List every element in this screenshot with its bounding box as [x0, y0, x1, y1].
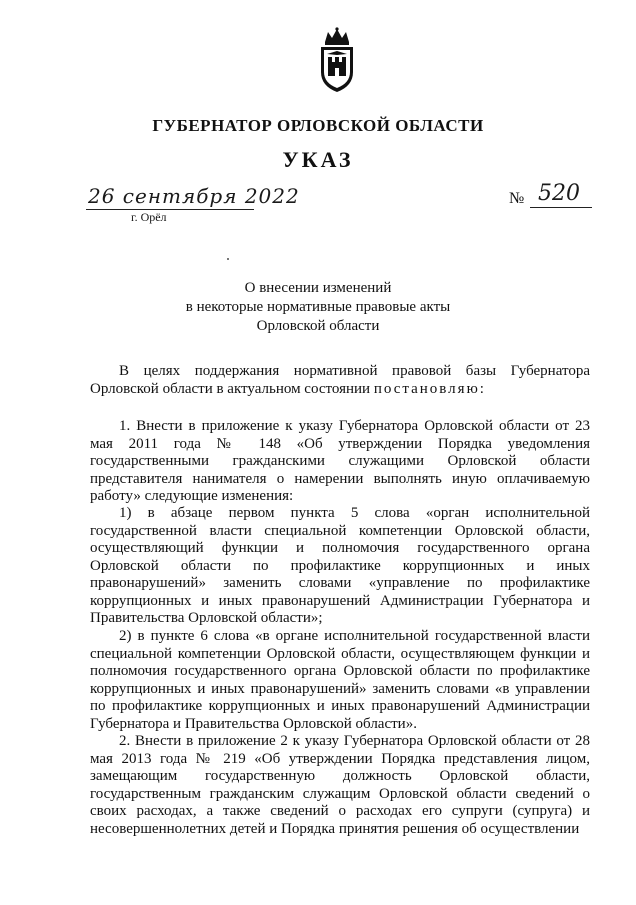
handwritten-number: 520 — [538, 181, 580, 206]
subject-line-3: Орловской области — [256, 318, 380, 334]
city-label: г. Орёл — [131, 210, 167, 224]
handwritten-date: 26 сентября 2022 — [88, 184, 300, 208]
item-2-paragraph: 2. Внести в приложение 2 к указу Губернатора Орловской области от 28 мая 2013 года № 219 «Об утверждении Порядка представления лицом, замещающим государственную должность Орловской области, государственным гражданским служащим Орловской области сведений о своих расходах, а также сведений о расходах его супруги (супруга) и несовершеннолетних детей и Порядка принятия решения об осуществлении — [90, 733, 590, 837]
subject-block — [0, 279, 636, 336]
item-1-subitem-1: 1) в абзаце первом пункта 5 слова «орган исполнительной государственной власти специальной компетенции Орловской области, осуществляющий функции и полномочия государственного органа Орловской области по профилактике коррупционных и иных правонарушений» заменить словами «управление по профилактике коррупционных и иных правонарушений Администрации Губернатора и Правительства Орловской области»; — [90, 505, 590, 626]
issuing-authority: ГУБЕРНАТОР ОРЛОВСКОЙ ОБЛАСТИ — [152, 116, 484, 135]
document-type-title: УКАЗ — [282, 147, 354, 172]
item-1-subitem-2: 2) в пункте 6 слова «в органе исполнительной государственной власти специальной компетенции Орловской области, осуществляющем функции и полномочия государственного органа Орловской области по профилактике коррупционных и иных правонарушений» заменить словами «в управлении по профилактике коррупционных и иных правонарушений Администрации Губернатора и Правительства Орловской области». — [90, 628, 590, 732]
subject-line-2: в некоторые нормативные правовые акты — [185, 299, 451, 315]
preamble-end: : — [479, 380, 484, 397]
preamble-text: В целях поддержания нормативной правовой базы Губернатора Орловской области в актуальном состоянии — [90, 363, 590, 397]
preamble-paragraph — [90, 363, 590, 398]
item-1-paragraph: 1. Внести в приложение к указу Губернатора Орловской области от 23 мая 2011 года № 148 «Об утверждении Порядка уведомления государственными гражданскими служащими Орловской области представителя нанимателя о намерении выполнять иную оплачиваемую работу» следующие изменения: — [90, 418, 590, 504]
subject-line-1: О внесении изменений — [244, 280, 392, 296]
number-underline — [530, 207, 592, 208]
preamble-keyword: постановляю — [373, 380, 480, 397]
date-underline — [86, 209, 254, 210]
scan-dot — [227, 258, 229, 260]
coat-of-arms-icon — [315, 26, 359, 94]
number-sign: № — [509, 190, 525, 207]
